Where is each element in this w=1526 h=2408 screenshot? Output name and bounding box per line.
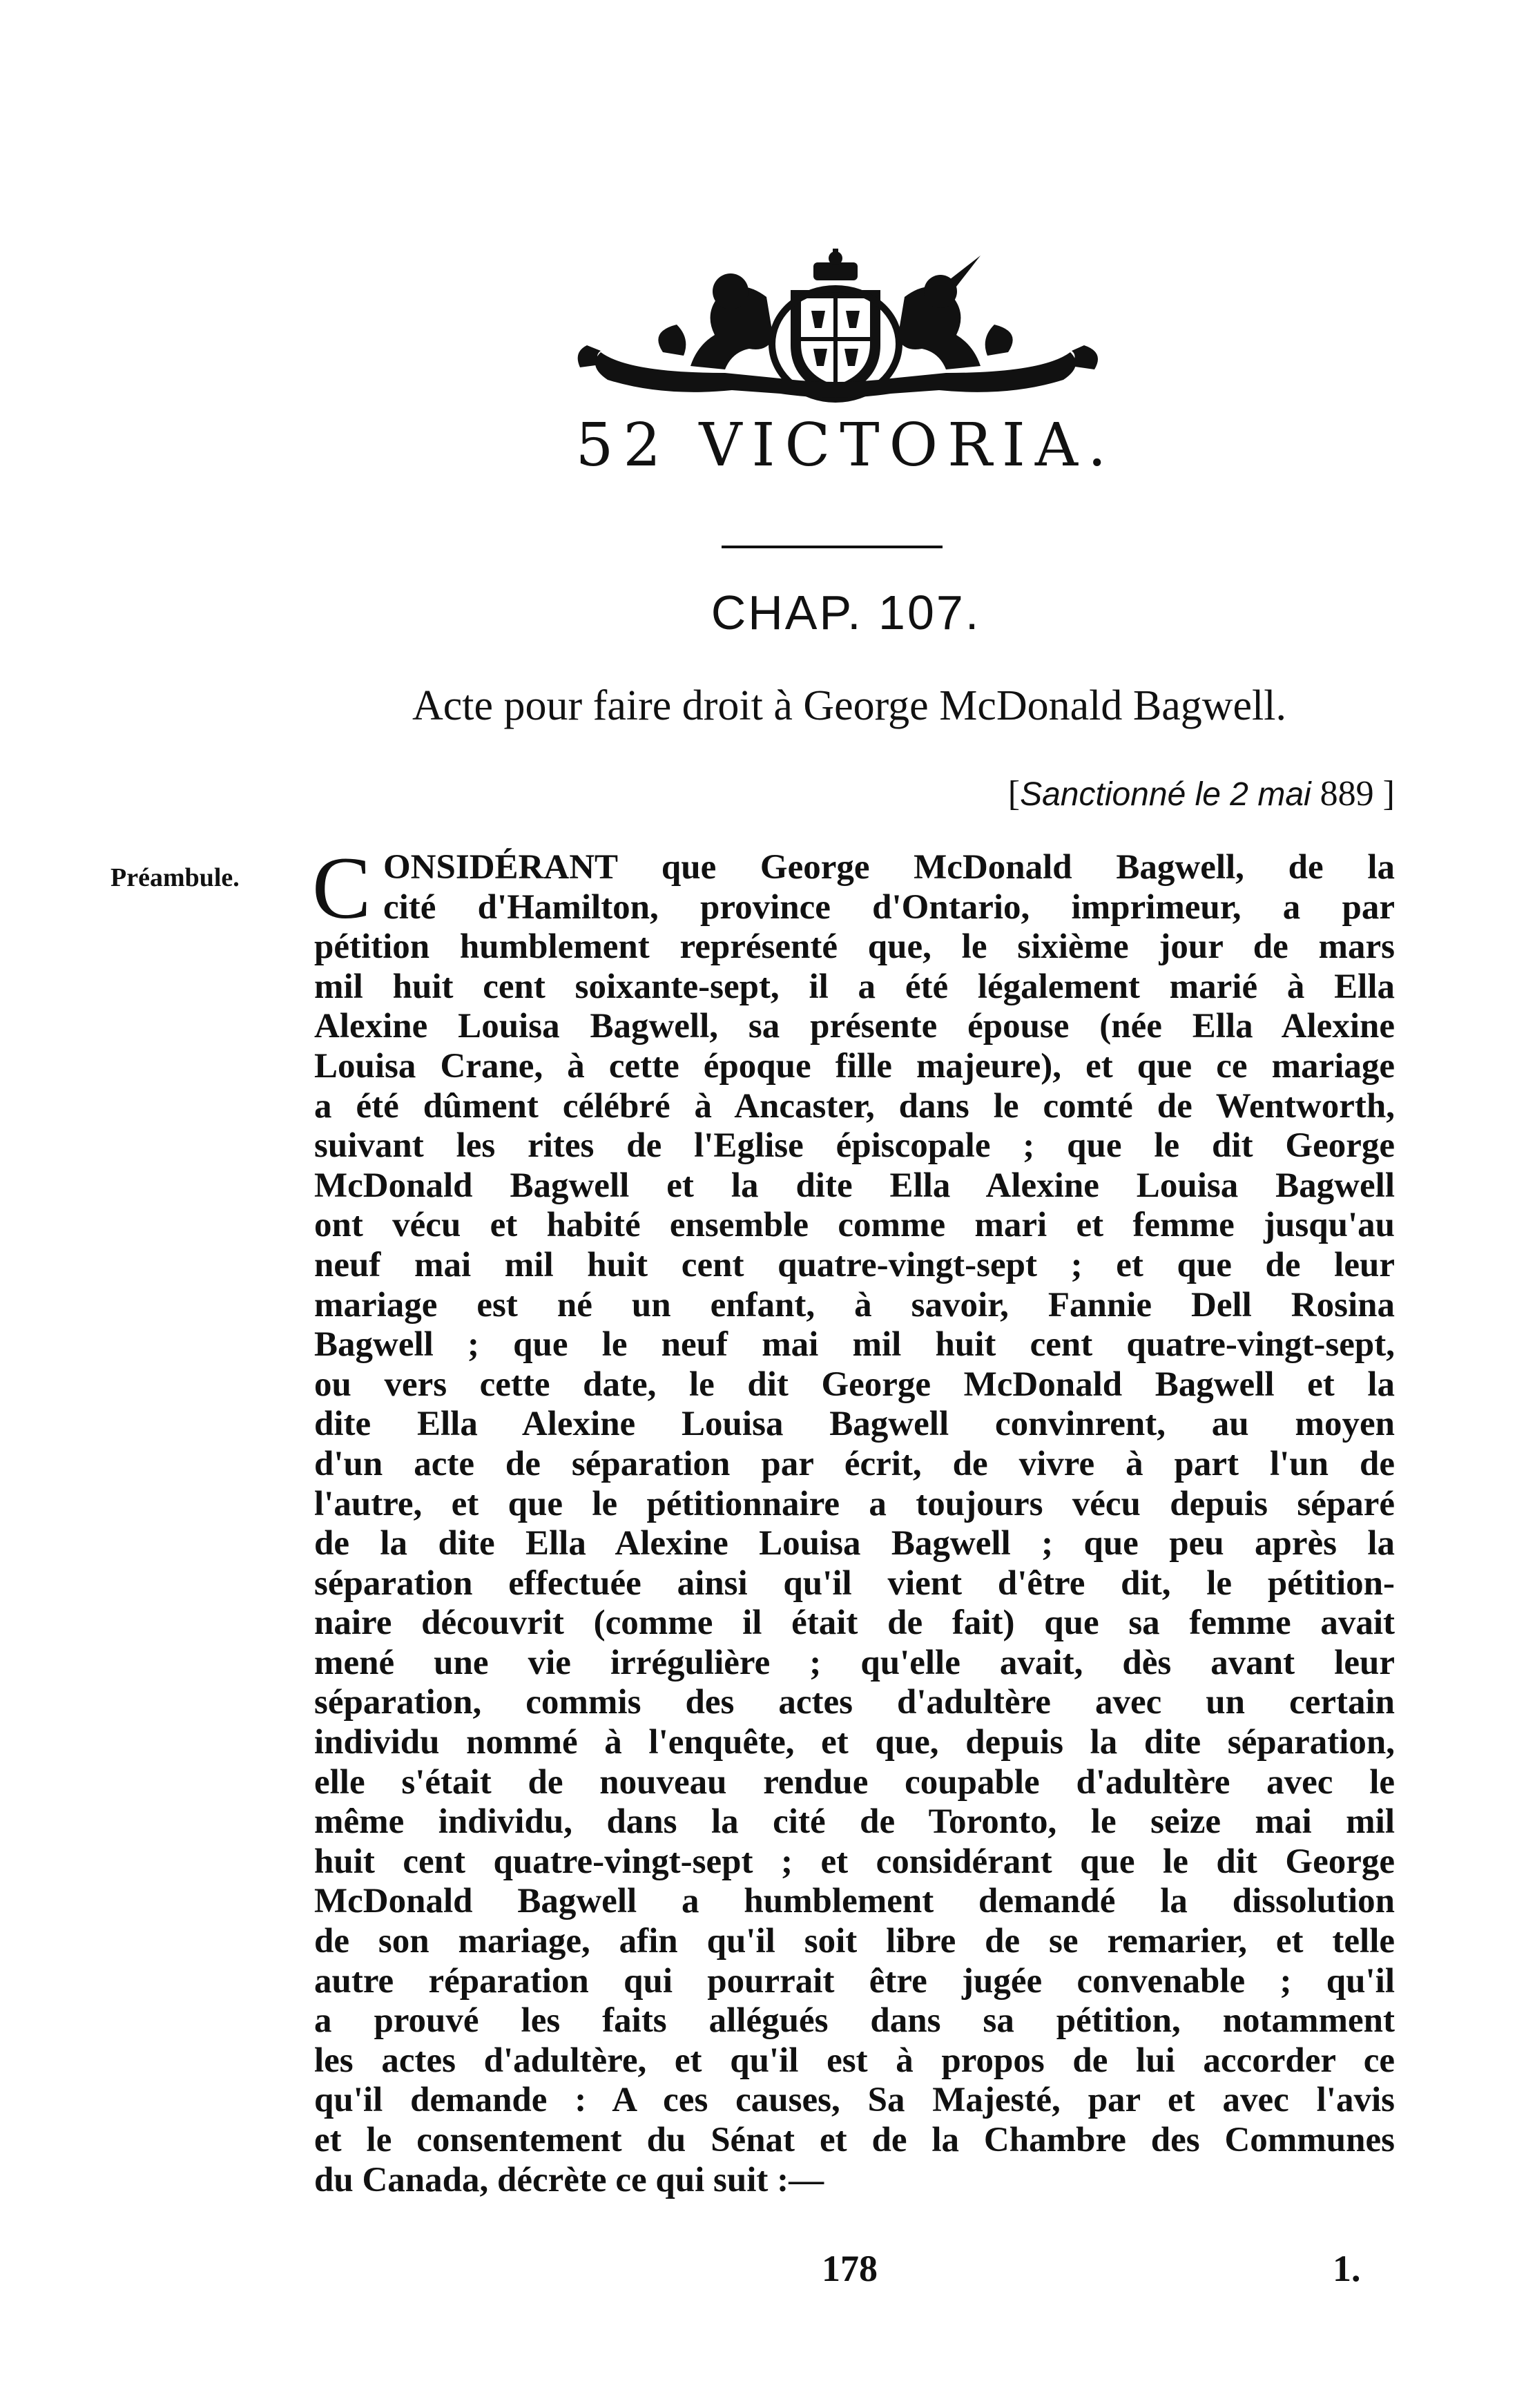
sanction-italic-text: Sanctionné le 2 mai — [1020, 776, 1311, 813]
body-line: l'autre, et que le pétitionnaire a toujours vécu depuis séparé — [314, 1484, 1395, 1523]
body-line: elle s'était de nouveau rendue coupable d'adultère avec le — [314, 1762, 1395, 1802]
preamble-margin-note: Préambule. — [110, 863, 240, 892]
title-divider — [722, 546, 943, 548]
body-line: mariage est né un enfant, à savoir, Fannie Dell Rosina — [314, 1285, 1395, 1325]
body-line: McDonald Bagwell et la dite Ella Alexine Louisa Bagwell — [314, 1166, 1395, 1205]
body-line: du Canada, décrète ce qui suit :— — [314, 2160, 824, 2199]
body-line: et le consentement du Sénat et de la Chambre des Communes — [314, 2121, 1395, 2159]
royal-coat-of-arms-emblem — [559, 249, 1112, 407]
body-line: suivant les rites de l'Eglise épiscopale ; que le dit George — [314, 1126, 1395, 1166]
sanction-year: 889 ] — [1311, 774, 1395, 813]
body-line: de la dite Ella Alexine Louisa Bagwell ; que peu après la — [314, 1524, 1395, 1563]
body-line: naire découvrit (comme il était de fait) que sa femme avait — [314, 1603, 1395, 1643]
chapter-heading: CHAP. 107. — [711, 586, 981, 639]
body-line: a été dûment célébré à Ancaster, dans le comté de Wentworth, — [314, 1086, 1395, 1126]
body-line: Bagwell ; que le neuf mai mil huit cent quatre-vingt-sept, — [314, 1325, 1395, 1365]
body-line: mil huit cent soixante-sept, il a été légalement marié à Ella — [314, 967, 1395, 1006]
body-line: d'un acte de séparation par écrit, de vivre à part l'un de — [314, 1444, 1395, 1483]
body-line: les actes d'adultère, et qu'il est à propos de lui accorder ce — [314, 2041, 1395, 2080]
body-line: a prouvé les faits allégués dans sa pétition, notamment — [314, 2001, 1395, 2041]
preamble-body — [312, 839, 1395, 2200]
act-title: Acte pour faire droit à George McDonald Bagwell. — [412, 682, 1286, 729]
body-line: McDonald Bagwell a humblement demandé la dissolution — [314, 1882, 1395, 1921]
body-line: autre réparation qui pourrait être jugée convenable ; qu'il — [314, 1961, 1395, 2001]
body-line: pétition humblement représenté que, le sixième jour de mars — [314, 927, 1395, 967]
drop-cap-letter: C — [312, 839, 371, 937]
body-line: ont vécu et habité ensemble comme mari et femme jusqu'au — [314, 1206, 1395, 1245]
body-line: individu nommé à l'enquête, et que, depuis la dite séparation, — [314, 1723, 1395, 1762]
body-line: de son mariage, afin qu'il soit libre de se remarier, et telle — [314, 1922, 1395, 1961]
body-line: neuf mai mil huit cent quatre-vingt-sept ; et que de leur — [314, 1245, 1395, 1284]
body-line: dite Ella Alexine Louisa Bagwell convinrent, au moyen — [314, 1405, 1395, 1444]
body-line: qu'il demande : A ces causes, Sa Majesté, par et avec l'avis — [314, 2081, 1395, 2120]
sanction-open-bracket: [ — [1007, 774, 1021, 813]
body-line: mené une vie irrégulière ; qu'elle avait, dès avant leur — [314, 1643, 1395, 1682]
body-line: huit cent quatre-vingt-sept ; et considérant que le dit George — [314, 1842, 1395, 1881]
signature-mark: 1. — [1333, 2248, 1361, 2289]
body-line: ONSIDÉRANT que George McDonald Bagwell, de la — [383, 848, 1395, 887]
page-number: 178 — [822, 2248, 878, 2289]
body-line: cité d'Hamilton, province d'Ontario, imprimeur, a par — [383, 887, 1395, 927]
sanction-date — [1008, 770, 1395, 819]
body-line: ou vers cette date, le dit George McDonald Bagwell et la — [314, 1365, 1395, 1404]
page-title: 52 VICTORIA. — [575, 411, 1117, 480]
body-line: séparation, commis des actes d'adultère avec un certain — [314, 1683, 1395, 1722]
body-line: séparation effectuée ainsi qu'il vient d'être dit, le pétition- — [314, 1563, 1395, 1603]
body-line: même individu, dans la cité de Toronto, le seize mai mil — [314, 1802, 1395, 1842]
body-line: Alexine Louisa Bagwell, sa présente épouse (née Ella Alexine — [314, 1007, 1395, 1046]
body-line: Louisa Crane, à cette époque fille majeure), et que ce mariage — [314, 1046, 1395, 1086]
